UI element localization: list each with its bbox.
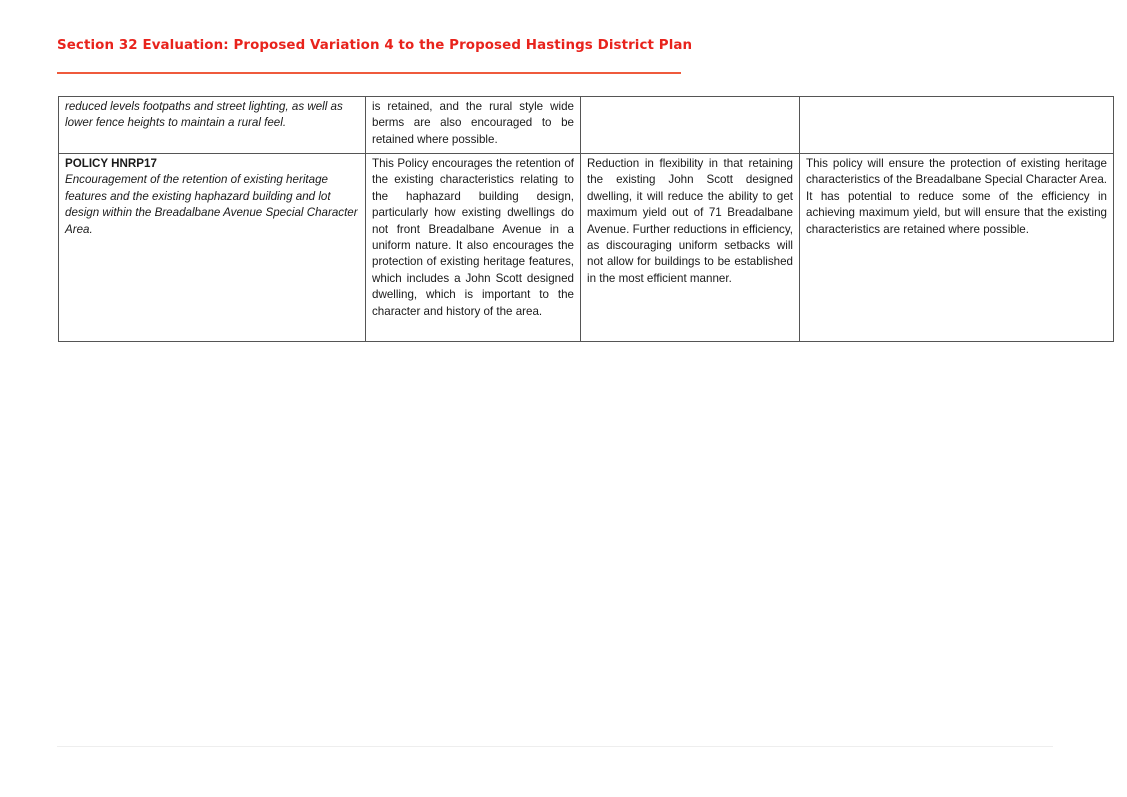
evaluation-table [58, 96, 1114, 342]
policy-text: Encouragement of the retention of existing heritage features and the existing haphazard building and lot design within the Breadalbane Avenue Special Character Area. [65, 173, 358, 236]
table-row [59, 154, 1114, 342]
policy-title: POLICY HNRP17 [65, 157, 157, 170]
table-row [59, 97, 1114, 154]
header-divider [57, 72, 681, 74]
footer-divider [57, 746, 1053, 747]
policy-text: reduced levels footpaths and street lighting, as well as lower fence heights to maintain a rural feel. [65, 100, 343, 130]
page-title: Section 32 Evaluation: Proposed Variation 4 to the Proposed Hastings District Plan [57, 38, 693, 53]
policy-cell [59, 154, 366, 342]
table-cell: This Policy encourages the retention of the existing characteristics relating to the haphazard building design, particularly how existing dwellings do not front Breadalbane Avenue in a uniform nature. It also encourages the protection of existing heritage features, which includes a John Scott designed dwelling, which is important to the character and history of the area. [366, 154, 581, 342]
table-cell [581, 97, 800, 154]
table-cell [800, 97, 1114, 154]
table-cell: This policy will ensure the protection of existing heritage characteristics of the Breadalbane Special Character Area. It has potential to reduce some of the efficiency in achieving maximum yield, but will ensure that the existing characteristics are retained where possible. [800, 154, 1114, 342]
table-cell: is retained, and the rural style wide berms are also encouraged to be retained where possible. [366, 97, 581, 154]
policy-cell [59, 97, 366, 154]
table-cell: Reduction in flexibility in that retaining the existing John Scott designed dwelling, it will reduce the ability to get maximum yield out of 71 Breadalbane Avenue. Further reductions in efficiency, as discouraging uniform setbacks will not allow for buildings to be established in the most efficient manner. [581, 154, 800, 342]
